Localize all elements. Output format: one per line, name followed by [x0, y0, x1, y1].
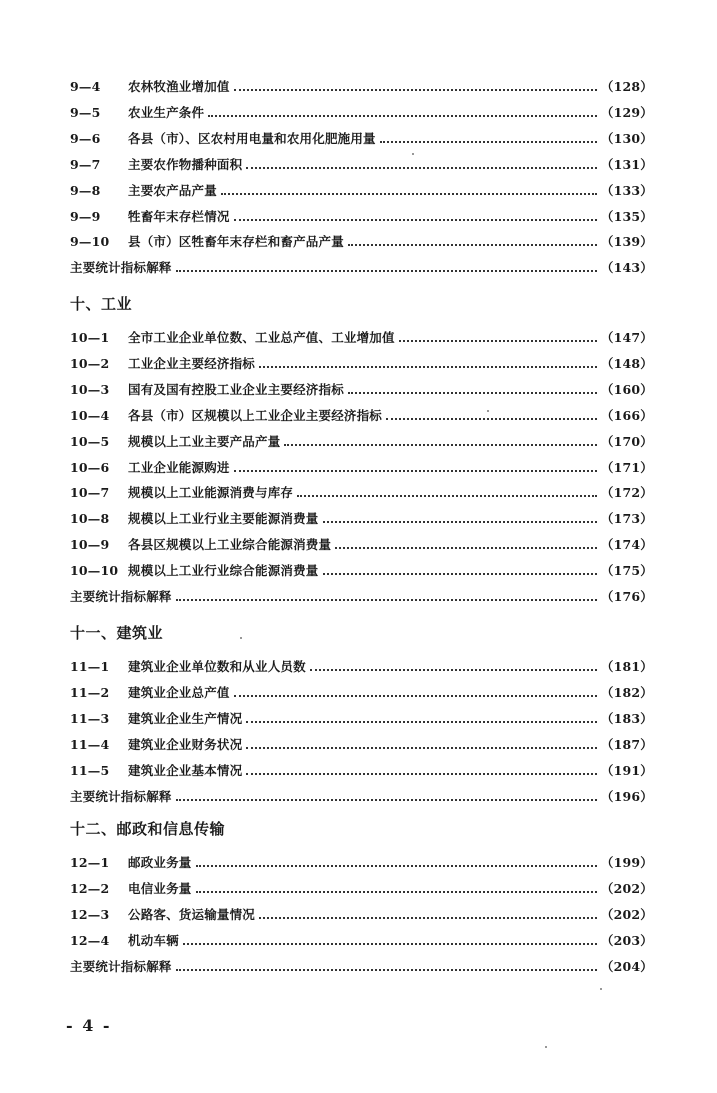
dot-leader [335, 547, 597, 549]
entry-title: 电信业务量 [128, 881, 192, 896]
section-heading: 十一、建筑业 [70, 624, 164, 642]
section-heading: 十二、邮政和信息传输 [70, 820, 226, 838]
dot-leader [310, 669, 597, 671]
entry-number: 10—2 [70, 355, 110, 371]
entry-page: （204） [600, 959, 653, 974]
entry-title: 工业企业主要经济指标 [128, 356, 256, 371]
entry-number: 12—2 [70, 880, 110, 896]
dot-leader [176, 799, 597, 801]
entry-page: （129） [600, 105, 653, 120]
scan-speck [600, 988, 602, 990]
toc-entry[interactable] [70, 102, 653, 122]
dot-leader [208, 115, 597, 117]
entry-page: （130） [600, 131, 653, 146]
toc-entry[interactable] [70, 656, 653, 676]
toc-entry[interactable] [70, 76, 653, 96]
entry-title: 全市工业企业单位数、工业总产值、工业增加值 [128, 330, 395, 345]
entry-page: （147） [600, 330, 653, 345]
dot-leader [234, 219, 597, 221]
page-number: - 4 - [66, 1016, 112, 1035]
dot-leader [176, 969, 597, 971]
entry-title: 规模以上工业能源消费与库存 [128, 485, 294, 500]
entry-title: 建筑业企业总产值 [128, 685, 230, 700]
dot-leader [196, 865, 597, 867]
entry-title: 主要农产品产量 [128, 183, 217, 198]
entry-page: （143） [600, 260, 653, 275]
entry-number: 10—5 [70, 433, 110, 449]
dot-leader [386, 418, 597, 420]
entry-title: 农林牧渔业增加值 [128, 79, 230, 94]
entry-number: 12—1 [70, 854, 110, 870]
entry-page: （182） [600, 685, 653, 700]
entry-number: 11—1 [70, 658, 110, 674]
dot-leader [234, 695, 597, 697]
entry-number: 9—7 [70, 156, 101, 172]
entry-number: 10—6 [70, 459, 110, 475]
entry-page: （160） [600, 382, 653, 397]
entry-number: 12—3 [70, 906, 110, 922]
entry-page: （148） [600, 356, 653, 371]
entry-title: 机动车辆 [128, 933, 179, 948]
entry-title: 邮政业务量 [128, 855, 192, 870]
scan-speck [545, 1046, 547, 1048]
dot-leader [246, 747, 597, 749]
entry-page: （202） [600, 881, 653, 896]
entry-number: 9—4 [70, 78, 101, 94]
toc-entry[interactable] [70, 878, 653, 898]
dot-leader [176, 270, 597, 272]
toc-entry[interactable] [70, 431, 653, 451]
entry-page: （174） [600, 537, 653, 552]
entry-number: 11—2 [70, 684, 110, 700]
entry-page: （183） [600, 711, 653, 726]
entry-title: 规模以上工业行业主要能源消费量 [128, 511, 319, 526]
toc-entry[interactable] [70, 586, 653, 606]
toc-entry[interactable] [70, 457, 653, 477]
entry-number: 10—7 [70, 484, 110, 500]
entry-number: 9—9 [70, 208, 101, 224]
dot-leader [246, 721, 597, 723]
entry-number: 10—9 [70, 536, 110, 552]
toc-entry[interactable] [70, 560, 653, 580]
entry-page: （171） [600, 460, 653, 475]
toc-entry[interactable] [70, 956, 653, 976]
scan-speck [240, 637, 242, 639]
toc-entry[interactable] [70, 852, 653, 872]
toc-entry[interactable] [70, 154, 653, 174]
entry-number: 10—1 [70, 329, 110, 345]
entry-title: 主要统计指标解释 [70, 959, 172, 974]
entry-page: （196） [600, 789, 653, 804]
dot-leader [297, 495, 597, 497]
toc-entry[interactable] [70, 257, 653, 277]
toc-entry[interactable] [70, 231, 653, 251]
dot-leader [176, 599, 597, 601]
entry-title: 规模以上工业行业综合能源消费量 [128, 563, 319, 578]
toc-entry[interactable] [70, 930, 653, 950]
toc-entry[interactable] [70, 405, 653, 425]
toc-entry[interactable] [70, 180, 653, 200]
toc-entry[interactable] [70, 786, 653, 806]
toc-entry[interactable] [70, 904, 653, 924]
entry-number: 11—5 [70, 762, 110, 778]
toc-entry[interactable] [70, 734, 653, 754]
entry-page: （203） [600, 933, 653, 948]
entry-page: （139） [600, 234, 653, 249]
entry-page: （128） [600, 79, 653, 94]
dot-leader [246, 773, 597, 775]
dot-leader [183, 943, 597, 945]
toc-entry[interactable] [70, 128, 653, 148]
entry-title: 建筑业企业财务状况 [128, 737, 243, 752]
dot-leader [348, 244, 597, 246]
entry-page: （131） [600, 157, 653, 172]
entry-title: 建筑业企业生产情况 [128, 711, 243, 726]
dot-leader [234, 89, 597, 91]
entry-page: （170） [600, 434, 653, 449]
entry-page: （181） [600, 659, 653, 674]
scan-speck [412, 153, 414, 155]
entry-page: （202） [600, 907, 653, 922]
entry-page: （172） [600, 485, 653, 500]
entry-page: （166） [600, 408, 653, 423]
entry-page: （133） [600, 183, 653, 198]
entry-page: （175） [600, 563, 653, 578]
entry-number: 10—8 [70, 510, 110, 526]
entry-page: （191） [600, 763, 653, 778]
dot-leader [348, 392, 597, 394]
toc-entry[interactable] [70, 379, 653, 399]
dot-leader [259, 917, 597, 919]
toc-entry[interactable] [70, 534, 653, 554]
entry-number: 9—5 [70, 104, 101, 120]
toc-entry[interactable] [70, 353, 653, 373]
entry-title: 规模以上工业主要产品产量 [128, 434, 281, 449]
entry-title: 公路客、货运输量情况 [128, 907, 256, 922]
entry-title: 各县（市）、区农村用电量和农用化肥施用量 [128, 131, 376, 146]
dot-leader [259, 366, 597, 368]
dot-leader [246, 167, 597, 169]
entry-page: （176） [600, 589, 653, 604]
entry-number: 10—4 [70, 407, 110, 423]
dot-leader [196, 891, 597, 893]
toc-entry[interactable] [70, 682, 653, 702]
entry-number: 10—10 [70, 562, 119, 578]
scan-speck [487, 410, 489, 412]
entry-page: （135） [600, 209, 653, 224]
entry-number: 10—3 [70, 381, 110, 397]
dot-leader [234, 470, 597, 472]
dot-leader [399, 340, 597, 342]
entry-number: 9—10 [70, 233, 110, 249]
entry-number: 11—4 [70, 736, 110, 752]
toc-entry[interactable] [70, 206, 653, 226]
entry-number: 9—8 [70, 182, 101, 198]
entry-title: 主要统计指标解释 [70, 260, 172, 275]
section-heading: 十、工业 [70, 295, 133, 313]
entry-page: （187） [600, 737, 653, 752]
entry-number: 11—3 [70, 710, 110, 726]
entry-title: 各县区规模以上工业综合能源消费量 [128, 537, 332, 552]
entry-title: 牲畜年末存栏情况 [128, 209, 230, 224]
entry-title: 主要农作物播种面积 [128, 157, 243, 172]
toc-entry[interactable] [70, 482, 653, 502]
entry-page: （199） [600, 855, 653, 870]
toc-entry[interactable] [70, 708, 653, 728]
toc-entry[interactable] [70, 760, 653, 780]
entry-title: 县（市）区牲畜年末存栏和畜产品产量 [128, 234, 344, 249]
entry-title: 建筑业企业基本情况 [128, 763, 243, 778]
entry-number: 12—4 [70, 932, 110, 948]
dot-leader [323, 521, 597, 523]
entry-title: 工业企业能源购进 [128, 460, 230, 475]
entry-number: 9—6 [70, 130, 101, 146]
entry-title: 主要统计指标解释 [70, 789, 172, 804]
dot-leader [221, 193, 597, 195]
entry-title: 建筑业企业单位数和从业人员数 [128, 659, 306, 674]
entry-page: （173） [600, 511, 653, 526]
entry-title: 农业生产条件 [128, 105, 205, 120]
dot-leader [323, 573, 597, 575]
entry-title: 国有及国有控股工业企业主要经济指标 [128, 382, 344, 397]
toc-entry[interactable] [70, 327, 653, 347]
entry-title: 主要统计指标解释 [70, 589, 172, 604]
entry-title: 各县（市）区规模以上工业企业主要经济指标 [128, 408, 383, 423]
dot-leader [284, 444, 597, 446]
dot-leader [380, 141, 597, 143]
toc-entry[interactable] [70, 508, 653, 528]
